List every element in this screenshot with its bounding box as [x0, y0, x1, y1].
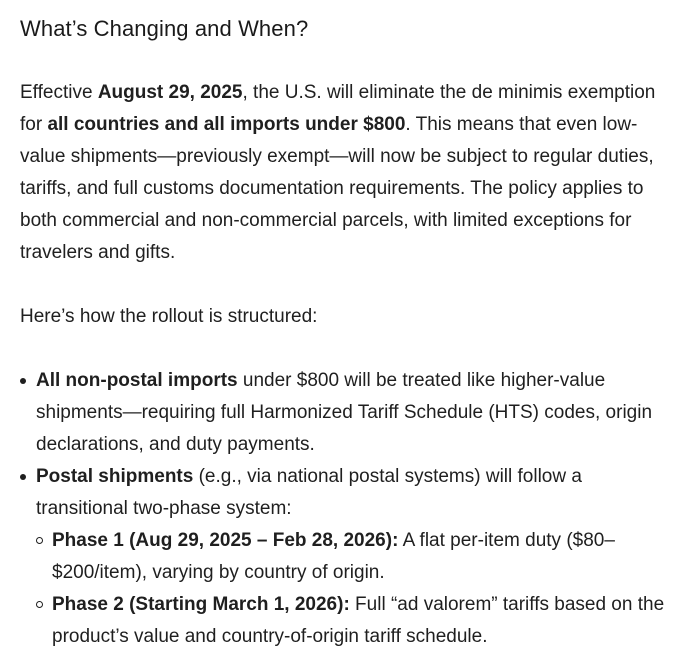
intro-text-3: . This means that even low-value shipments—previously exempt—will now be subject to regular duties, tariffs, and full customs documentation requirements. The policy applies to both commercial and non-commercial parcels, with limited exceptions for travelers and gifts. — [20, 114, 654, 263]
rollout-list — [20, 365, 672, 653]
phase-item-1 — [36, 525, 672, 589]
bullet-icon — [20, 474, 26, 480]
article-section — [20, 0, 672, 653]
scope-highlight: all countries and all imports under $800 — [47, 114, 406, 135]
list-item-text: under $800 will be treated like higher-value shipments—requiring full Harmonized Tariff Schedule (HTS) codes, origin declarations, and duty payments. — [36, 370, 653, 455]
circle-bullet-icon — [36, 601, 43, 608]
section-heading: What’s Changing and When? — [20, 16, 309, 41]
phase-title: Phase 1 (Aug 29, 2025 – Feb 28, 2026): — [52, 530, 399, 551]
intro-text-2: , the U.S. will eliminate the de minimis exemption for — [20, 82, 656, 135]
circle-bullet-icon — [36, 537, 43, 544]
rollout-intro: Here’s how the rollout is structured: — [20, 306, 318, 327]
intro-text-1: Effective — [20, 82, 98, 103]
intro-paragraph — [20, 77, 672, 269]
phase-item-2 — [36, 589, 672, 653]
effective-date: August 29, 2025 — [97, 82, 243, 103]
bullet-icon — [20, 378, 26, 384]
list-item-text: (e.g., via national postal systems) will follow a transitional two-phase system: — [36, 466, 582, 519]
phase-text: A flat per-item duty ($80–$200/item), varying by country of origin. — [52, 530, 615, 583]
list-item-bold: Postal shipments — [36, 466, 194, 487]
list-item-postal — [20, 461, 672, 653]
phase-title: Phase 2 (Starting March 1, 2026): — [52, 594, 350, 615]
list-item-bold: All non-postal imports — [36, 370, 238, 391]
phase-text: Full “ad valorem” tariffs based on the product’s value and country-of-origin tariff schedule. — [52, 594, 665, 647]
phase-list — [36, 525, 672, 653]
list-item-non-postal — [20, 365, 672, 461]
